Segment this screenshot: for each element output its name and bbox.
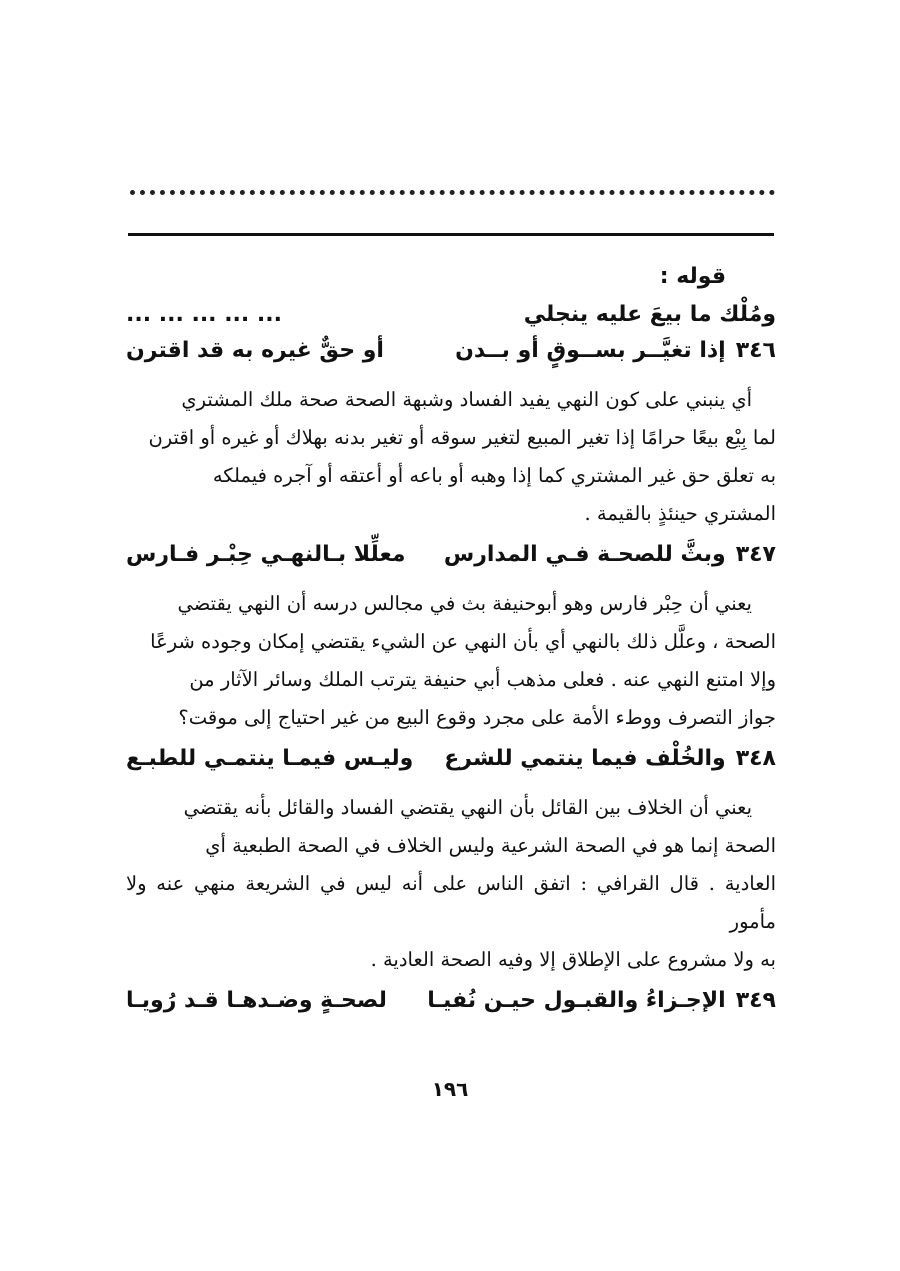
section-label: قوله : <box>659 264 726 289</box>
verse-346 <box>126 333 776 369</box>
verse-hemistich-2: وليـس فيمـا ينتمـي للطبـع <box>125 746 414 771</box>
commentary-line: وإلا امتنع النهي عنه . فعلى مذهب أبي حنيفة يترتب الملك وسائر الآثار من <box>189 668 776 691</box>
verse-hemistich-1: والخُلْف فيما ينتمي للشرع <box>444 746 726 771</box>
verse-number: ٣٤٨ <box>735 746 776 771</box>
horizontal-rule <box>128 233 774 236</box>
commentary-347 <box>126 585 776 737</box>
page-number: ١٩٦ <box>431 1077 469 1101</box>
verse-hemistich-1: وبثَّ للصحـة فـي المدارس <box>443 542 726 567</box>
verse-349 <box>126 983 776 1019</box>
verse-hemistich-1: الإجـزاءُ والقبـول حيـن نُفيـا <box>427 988 726 1013</box>
commentary-line: لما بِيْع بيعًا حرامًا إذا تغير المبيع لتغير سوقه أو تغير بدنه بهلاك أو غيره أو اقترن <box>148 426 776 449</box>
commentary-line: الصحة إنما هو في الصحة الشرعية وليس الخلاف في الصحة الطبعية أي <box>205 834 776 857</box>
commentary-line: المشتري حينئذٍ بالقيمة . <box>584 502 776 525</box>
verse-hemistich-2: لصحـةٍ وضـدهـا قـد رُويـا <box>125 988 387 1013</box>
verse-348 <box>126 741 776 777</box>
commentary-line: العادية . قال القرافي : اتفق الناس على أنه ليس في الشريعة منهي عنه ولا مأمور <box>126 872 776 933</box>
verse-continuation <box>126 297 776 333</box>
verse-347 <box>126 537 776 573</box>
verse-number: ٣٤٦ <box>735 338 776 363</box>
verse-hemistich-2: ... ... ... ... ... <box>126 302 282 327</box>
commentary-line: أي ينبني على كون النهي يفيد الفساد وشبهة الصحة صحة ملك المشتري <box>181 388 752 411</box>
commentary-line: الصحة ، وعلَّل ذلك بالنهي أي بأن النهي عن الشيء يقتضي إمكان وجوده شرعًا <box>150 630 776 653</box>
commentary-line: يعني أن الخلاف بين القائل بأن النهي يقتضي الفساد والقائل بأنه يقتضي <box>183 796 752 819</box>
commentary-346 <box>126 381 776 533</box>
dotted-separator <box>130 190 775 211</box>
verse-number: ٣٤٩ <box>735 988 776 1013</box>
commentary-348 <box>126 789 776 979</box>
verse-number: ٣٤٧ <box>735 542 776 567</box>
verse-hemistich-1: ومُلْك ما بيعَ عليه ينجلي <box>523 302 776 327</box>
verse-hemistich-2: معلِّلا بـالنهـي حِبْـر فـارس <box>125 542 406 567</box>
commentary-line: به ولا مشروع على الإطلاق إلا وفيه الصحة العادية . <box>370 948 776 971</box>
verse-hemistich-2: أو حقٌّ غيره به قد اقترن <box>125 338 384 363</box>
commentary-line: به تعلق حق غير المشتري كما إذا وهبه أو باعه أو أعتقه أو آجره فيملكه <box>212 464 776 487</box>
page-content <box>126 257 776 1019</box>
commentary-line: يعني أن حِبْر فارس وهو أبوحنيفة بث في مجالس درسه أن النهي يقتضي <box>177 592 752 615</box>
commentary-line: جواز التصرف ووطء الأمة على مجرد وقوع البيع من غير احتياج إلى موقت؟ <box>178 706 776 729</box>
verse-hemistich-1: إذا تغيَّــر بســوقٍ أو بــدن <box>455 338 726 363</box>
